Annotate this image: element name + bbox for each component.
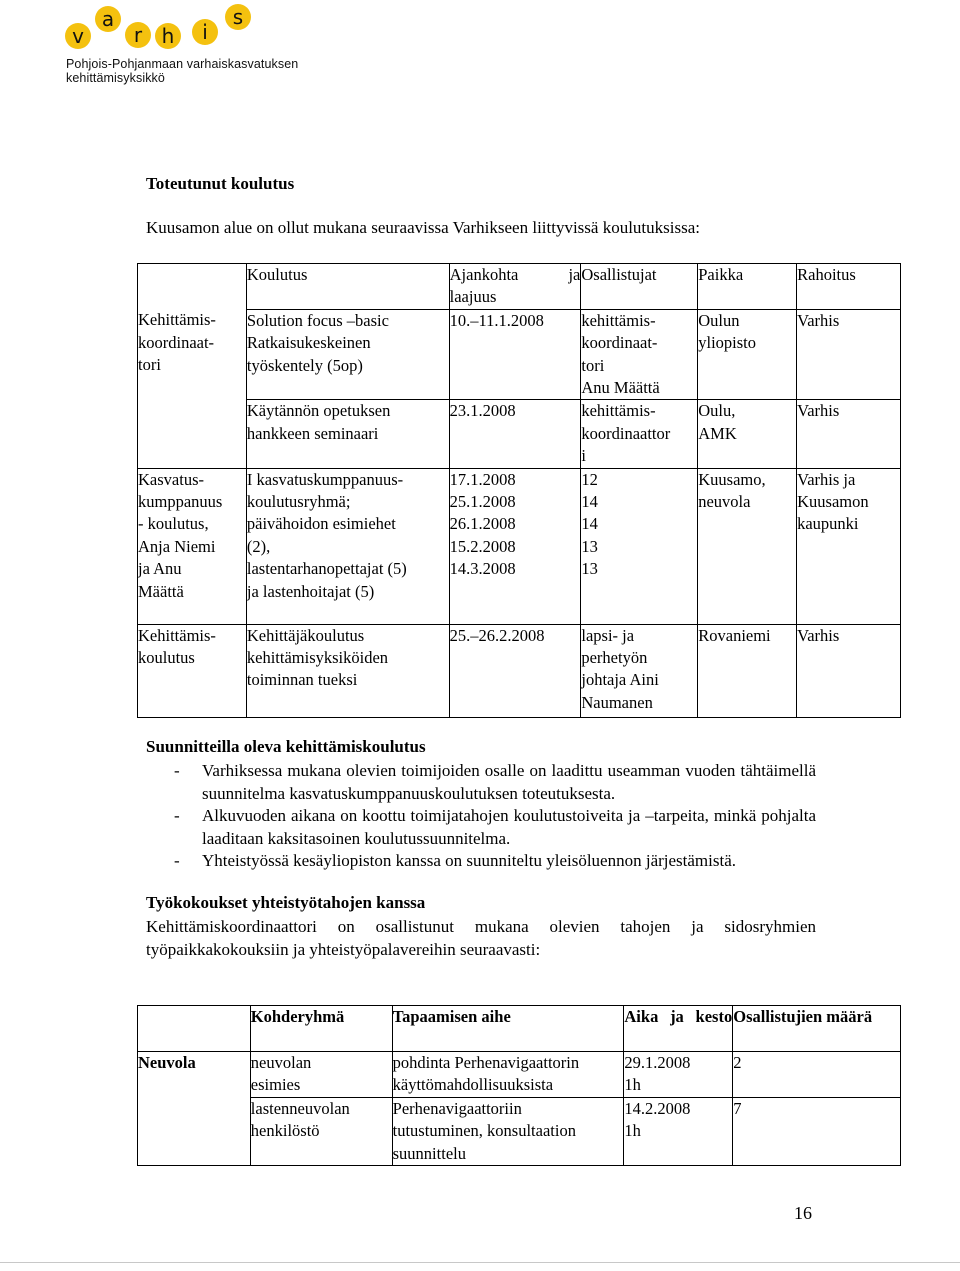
logo-letter: h bbox=[161, 24, 175, 48]
cell-aika: 29.1.2008 1h bbox=[624, 1052, 733, 1098]
cell-ajankohta: 25.–26.2.2008 bbox=[449, 624, 581, 717]
logo-letter: s bbox=[232, 5, 244, 29]
list-item-text: Yhteistyössä kesäyliopiston kanssa on suunniteltu yleisöluennon järjestämistä. bbox=[202, 851, 737, 870]
header-kohderyhma: Kohderyhmä bbox=[250, 1006, 392, 1052]
header-aika: Aika ja kesto bbox=[624, 1006, 733, 1052]
header-koulutus: Koulutus bbox=[246, 264, 449, 310]
section-title-tyokokoukset: Työkokoukset yhteistyötahojen kanssa bbox=[146, 893, 426, 912]
cell-ajankohta: 10.–11.1.2008 bbox=[449, 309, 581, 400]
cell-ajankohta: 17.1.2008 25.1.2008 26.1.2008 15.2.2008 14.3.2008 bbox=[449, 468, 581, 624]
table-row bbox=[138, 1097, 901, 1166]
cell-kohderyhma: neuvolan esimies bbox=[250, 1052, 392, 1098]
list-dash: - bbox=[174, 851, 180, 870]
logo-letter: r bbox=[133, 23, 143, 47]
training-table bbox=[137, 263, 901, 718]
cell-aihe: Perhenavigaattoriin tutustuminen, konsultaation suunnittelu bbox=[392, 1097, 624, 1166]
cell-kohderyhma: lastenneuvolan henkilöstö bbox=[250, 1097, 392, 1166]
group-label-koordinaattori: Kehittämis- koordinaat- tori bbox=[138, 309, 247, 400]
group-label-neuvola: Neuvola bbox=[138, 1052, 251, 1098]
group-label-kasvatuskumppanuus: Kasvatus- kumppanuus - koulutus, Anja Niemi ja Anu Määttä bbox=[138, 468, 247, 624]
cell-paikka: Oulun yliopisto bbox=[698, 309, 797, 400]
planned-training-list bbox=[146, 760, 816, 873]
cell-aika: 14.2.2008 1h bbox=[624, 1097, 733, 1166]
list-item-text: Alkuvuoden aikana on koottu toimijatahojen koulutustoiveita ja –tarpeita, minkä pohjalta laaditaan kaksitasoinen koulutussuunnitelma. bbox=[202, 806, 816, 848]
cell-paikka: Kuusamo, neuvola bbox=[698, 468, 797, 624]
cell-osallistujat: lapsi- ja perhetyön johtaja Aini Naumanen bbox=[581, 624, 698, 717]
cell-koulutus: I kasvatuskumppanuus- koulutusryhmä; päivähoidon esimiehet (2), lastentarhanopettajat (5) ja lastenhoitajat (5) bbox=[246, 468, 449, 624]
varhis-logo-mark bbox=[64, 2, 264, 54]
section-title-suunnitteilla: Suunnitteilla oleva kehittämiskoulutus bbox=[146, 737, 426, 756]
table-row bbox=[138, 624, 901, 717]
cell-paikka: Oulu, AMK bbox=[698, 400, 797, 468]
table-row bbox=[138, 468, 901, 624]
cell-koulutus: Kehittäjäkoulutus kehittämisyksiköiden toiminnan tueksi bbox=[246, 624, 449, 717]
meetings-intro: Kehittämiskoordinaattori on osallistunut mukana olevien tahojen ja sidosryhmien työpaikkakokouksiin ja yhteistyöpalavereihin seuraavasti: bbox=[146, 917, 816, 959]
logo-letter: v bbox=[72, 24, 84, 48]
cell-osallistujat: kehittämis- koordinaat- tori Anu Määttä bbox=[581, 309, 698, 400]
footer-divider bbox=[0, 1262, 960, 1263]
cell-rahoitus: Varhis bbox=[797, 400, 901, 468]
cell-maara: 7 bbox=[733, 1097, 901, 1166]
section-title-toteutunut: Toteutunut koulutus bbox=[146, 174, 295, 193]
header-rahoitus: Rahoitus bbox=[797, 264, 901, 310]
list-dash: - bbox=[174, 806, 180, 825]
header-ajankohta: Ajankohta ja laajuus bbox=[449, 264, 581, 310]
header-paikka: Paikka bbox=[698, 264, 797, 310]
list-item-text: Varhiksessa mukana olevien toimijoiden osalle on laadittu useamman vuoden tähtäimellä suunnitelma kasvatuskumppanuuskoulutuksen toteutuksesta. bbox=[202, 761, 816, 803]
list-item bbox=[146, 850, 816, 873]
varhis-logo bbox=[64, 2, 324, 92]
page-number: 16 bbox=[794, 1203, 812, 1223]
cell-maara: 2 bbox=[733, 1052, 901, 1098]
logo-subtitle-line2: kehittämisyksikkö bbox=[66, 71, 165, 85]
list-item bbox=[146, 760, 816, 805]
table-row bbox=[138, 1052, 901, 1098]
meetings-table-header bbox=[138, 1006, 901, 1052]
group-label-kehittamiskoulutus: Kehittämis- koulutus bbox=[138, 624, 247, 717]
cell-rahoitus: Varhis ja Kuusamon kaupunki bbox=[797, 468, 901, 624]
cell-rahoitus: Varhis bbox=[797, 624, 901, 717]
logo-subtitle-line1: Pohjois-Pohjanmaan varhaiskasvatuksen bbox=[66, 57, 299, 71]
training-table-header bbox=[138, 264, 901, 310]
section-intro: Kuusamon alue on ollut mukana seuraavissa Varhikseen liittyvissä koulutuksissa: bbox=[146, 218, 700, 237]
list-item bbox=[146, 805, 816, 850]
header-aihe: Tapaamisen aihe bbox=[392, 1006, 624, 1052]
list-dash: - bbox=[174, 761, 180, 780]
header-maara: Osallistujien määrä bbox=[733, 1006, 901, 1052]
table-row bbox=[138, 309, 901, 400]
table-row bbox=[138, 400, 901, 468]
cell-koulutus: Solution focus –basic Ratkaisukeskeinen työskentely (5op) bbox=[246, 309, 449, 400]
header-osallistujat: Osallistujat bbox=[581, 264, 698, 310]
cell-osallistujat: 12 14 14 13 13 bbox=[581, 468, 698, 624]
cell-koulutus: Käytännön opetuksen hankkeen seminaari bbox=[246, 400, 449, 468]
cell-ajankohta: 23.1.2008 bbox=[449, 400, 581, 468]
cell-aihe: pohdinta Perhenavigaattorin käyttömahdollisuuksista bbox=[392, 1052, 624, 1098]
cell-paikka: Rovaniemi bbox=[698, 624, 797, 717]
logo-letter: i bbox=[202, 20, 208, 44]
cell-rahoitus: Varhis bbox=[797, 309, 901, 400]
logo-letter: a bbox=[101, 7, 115, 31]
cell-osallistujat: kehittämis- koordinaattor i bbox=[581, 400, 698, 468]
meetings-table bbox=[137, 1005, 901, 1166]
